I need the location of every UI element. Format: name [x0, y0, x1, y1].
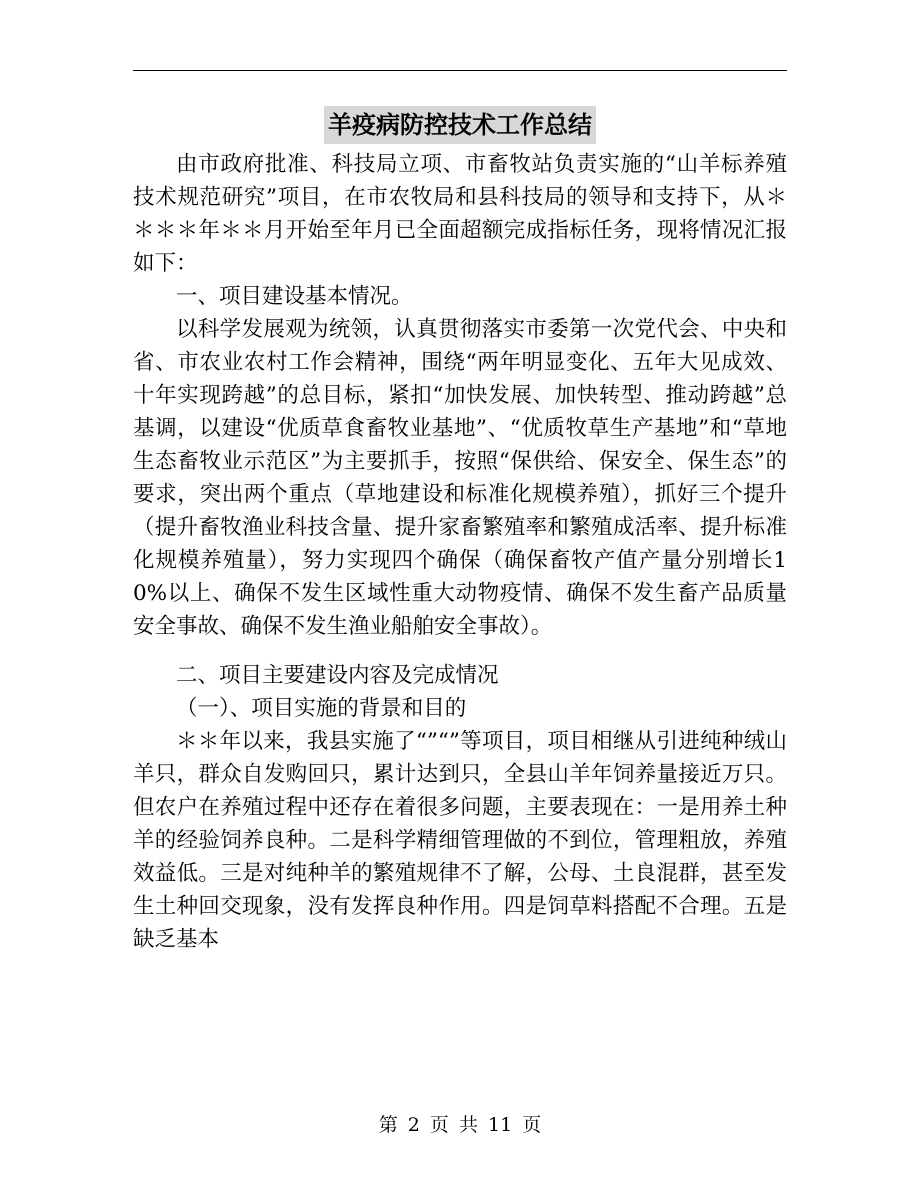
section-heading-2: 二、项目主要建设内容及完成情况: [176, 663, 499, 688]
document-title: 羊疫病防控技术工作总结: [324, 106, 596, 144]
paragraph-intro: 由市政府批准、科技局立项、市畜牧站负责实施的“山羊标养殖技术规范研究”项目，在市农牧局和县科技局的领导和支持下，从＊＊＊＊年＊＊月开始至年月已全面超额完成指标任务，现将情况汇报如下：: [133, 152, 787, 276]
document-title-container: [0, 106, 920, 144]
subsection-heading-1: （一）、项目实施的背景和目的: [176, 696, 467, 721]
page-number: 第 2 页 共 11 页: [378, 1114, 542, 1136]
document-body: [133, 148, 787, 956]
paragraph-background: ＊＊年以来，我县实施了“”“”等项目，项目相继从引进纯种绒山羊只，群众自发购回只，累计达到只，全县山羊年饲养量接近万只。但农户在养殖过程中还存在着很多问题，主要表现在：一是用养土种羊的经验饲养良种。二是科学精细管理做的不到位，管理粗放，养殖效益低。三是对纯种羊的繁殖规律不了解，公母、土良混群，甚至发生土种回交现象，没有发挥良种作用。四是饲草料搭配不合理。五是缺乏基本: [133, 729, 787, 952]
section-heading-1: 一、项目建设基本情况。: [176, 284, 413, 309]
header-rule: [133, 70, 787, 71]
paragraph-section-1: 以科学发展观为统领，认真贯彻落实市委第一次党代会、中央和省、市农业农村工作会精神，围绕“两年明显变化、五年大见成效、十年实现跨越”的总目标，紧扣“加快发展、加快转型、推动跨越”总基调，以建设“优质草食畜牧业基地”、“优质牧草生产基地”和“草地生态畜牧业示范区”为主要抓手，按照“保供给、保安全、保生态”的要求，突出两个重点（草地建设和标准化规模养殖），抓好三个提升（提升畜牧渔业科技含量、提升家畜繁殖率和繁殖成活率、提升标准化规模养殖量），努力实现四个确保（确保畜牧产值产量分别增长10%以上、确保不发生区域性重大动物疫情、确保不发生畜产品质量安全事故、确保不发生渔业船舶安全事故）。: [133, 317, 787, 639]
